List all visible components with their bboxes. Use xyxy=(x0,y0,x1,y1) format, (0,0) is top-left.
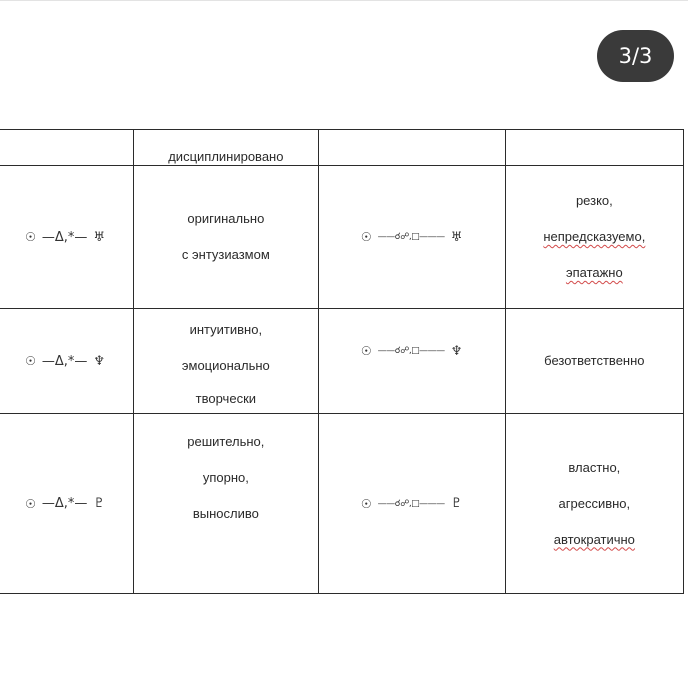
tense-aspect-cell xyxy=(318,130,505,166)
harmonious-aspect-symbol: —Δ,*— xyxy=(41,229,88,245)
harmonious-aspect-symbol: —Δ,*— xyxy=(41,353,88,369)
aspects-table xyxy=(0,129,684,594)
trait-cell xyxy=(505,414,683,594)
uranus-icon: ♅ xyxy=(450,229,463,245)
harmonious-aspect-cell xyxy=(0,309,134,414)
aspect-formula xyxy=(25,230,105,245)
table-row xyxy=(0,130,684,166)
trait-cell xyxy=(505,166,683,309)
top-divider xyxy=(0,0,688,1)
harmonious-aspect-cell xyxy=(0,166,134,309)
sun-icon: ☉ xyxy=(360,230,372,245)
page-counter-badge: 3/3 xyxy=(597,30,674,82)
table-row xyxy=(0,309,684,414)
tense-aspect-cell xyxy=(318,166,505,309)
trait-text-misspelled: непредсказуемо, xyxy=(543,229,646,244)
trait-text: властно, xyxy=(568,459,621,475)
sun-icon: ☉ xyxy=(360,496,372,511)
aspect-formula xyxy=(25,354,105,369)
tense-aspect-cell xyxy=(318,414,505,594)
uranus-icon: ♅ xyxy=(93,229,106,245)
trait-text: выносливо xyxy=(192,506,259,521)
pluto-icon: ♇ xyxy=(93,496,106,512)
trait-text-misspelled: эпатажно xyxy=(565,265,623,280)
aspect-formula xyxy=(361,230,462,245)
sun-icon: ☉ xyxy=(25,496,36,511)
trait-text: творчески xyxy=(195,391,257,406)
trait-text: эмоционально xyxy=(181,358,270,373)
trait-text: с энтузиазмом xyxy=(181,247,270,262)
trait-cell xyxy=(134,166,318,309)
pluto-icon: ♇ xyxy=(450,496,463,512)
trait-text: безответственно xyxy=(544,353,645,368)
harmonious-aspect-symbol: —Δ,*— xyxy=(41,496,88,512)
harmonious-aspect-cell xyxy=(0,130,134,166)
trait-cell xyxy=(134,414,318,594)
trait-text: дисциплинировано xyxy=(168,149,284,164)
trait-text: интуитивно, xyxy=(189,322,263,337)
harmonious-aspect-cell xyxy=(0,414,134,594)
neptune-icon: ♆ xyxy=(450,343,463,359)
trait-text: агрессивно, xyxy=(558,495,631,511)
tense-aspect-cell xyxy=(318,309,505,414)
aspect-formula xyxy=(361,344,462,359)
trait-text-misspelled: автократично xyxy=(553,531,635,547)
trait-cell xyxy=(505,309,683,414)
sun-icon: ☉ xyxy=(360,344,372,358)
trait-cell xyxy=(134,130,318,166)
trait-text: решительно, xyxy=(187,434,265,449)
sun-icon: ☉ xyxy=(25,354,36,369)
sun-icon: ☉ xyxy=(25,230,36,245)
trait-cell xyxy=(134,309,318,414)
neptune-icon: ♆ xyxy=(93,353,106,369)
aspect-formula xyxy=(25,496,105,511)
aspect-formula xyxy=(361,496,462,511)
tense-aspect-symbol: ——☌☍,□——— xyxy=(377,232,445,243)
trait-text: резко, xyxy=(575,193,613,208)
tense-aspect-symbol: ——☌☍,□——— xyxy=(377,498,445,509)
table-row xyxy=(0,414,684,594)
trait-cell xyxy=(505,130,683,166)
trait-text: упорно, xyxy=(202,470,249,485)
trait-text: оригинально xyxy=(187,211,265,226)
tense-aspect-symbol: ——☌☍,□——— xyxy=(377,346,445,356)
table-row xyxy=(0,166,684,309)
